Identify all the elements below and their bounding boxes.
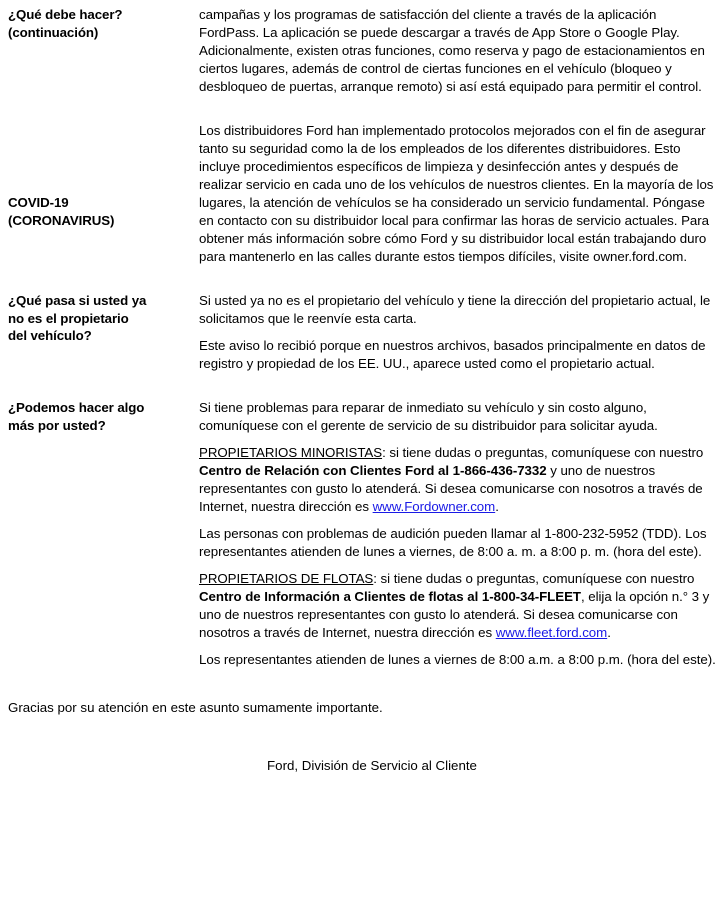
section-body bbox=[199, 399, 720, 669]
paragraph-fordpass bbox=[199, 6, 720, 96]
ford-customer-relationship-center-phone: Centro de Relación con Clientes Ford al 1-866-436-7332 bbox=[199, 463, 547, 478]
section-label-line: del vehículo? bbox=[8, 328, 92, 343]
section-row-podemos-hacer-algo-mas bbox=[8, 399, 720, 669]
text-run: . bbox=[495, 499, 499, 514]
text-run: . bbox=[607, 625, 611, 640]
spacer bbox=[9, 267, 719, 291]
section-label-cell bbox=[8, 399, 199, 669]
section-label-cell bbox=[8, 122, 199, 266]
text-run: Este aviso lo recibió porque en nuestros archivos, basados principalmente en datos de registro y propiedad de los EE. UU., aparece usted como el propietario actual. bbox=[199, 338, 706, 371]
text-run: campañas y los programas de satisfacción del cliente a través de la aplicación FordPass. La aplicación se puede descargar a través de App Store o Google Play. Adicionalmente, existen otras funciones, como reserva y pago de estacionamientos en ciertos lugares, además de control de ciertas funciones en el vehículo (bloqueo y desbloqueo de puertas, arranque remoto) si así está equipado para permitir el control. bbox=[199, 7, 705, 94]
section-label-line: ¿Podemos hacer algo bbox=[8, 400, 145, 415]
section-body-cell bbox=[199, 6, 720, 96]
section-label bbox=[8, 399, 191, 434]
paragraph-tdd-audicion bbox=[199, 525, 720, 561]
section-label-cell bbox=[8, 292, 199, 373]
section-label-line: más por usted? bbox=[8, 417, 106, 433]
text-run: : si tiene dudas o preguntas, comuníquese con nuestro bbox=[373, 571, 695, 586]
section-body bbox=[199, 6, 720, 96]
section-label-line: (CORONAVIRUS) bbox=[8, 212, 115, 228]
section-row-que-debe-hacer bbox=[8, 6, 720, 96]
section-body-cell bbox=[199, 292, 720, 373]
signature-line: Ford, División de Servicio al Cliente bbox=[267, 758, 477, 773]
section-label-cell bbox=[8, 6, 199, 96]
paragraph-propietarios-flotas bbox=[199, 570, 720, 642]
paragraph-covid bbox=[199, 122, 720, 266]
paragraph-archivos-registro bbox=[199, 337, 720, 373]
retail-owners-heading: PROPIETARIOS MINORISTAS bbox=[199, 445, 383, 460]
section-label bbox=[8, 292, 191, 345]
section-body bbox=[199, 292, 720, 373]
row-spacer bbox=[8, 266, 720, 292]
qa-table bbox=[8, 6, 720, 669]
text-run: Si usted ya no es el propietario del vehículo y tiene la dirección del propietario actual, le solicitamos que le reenvíe esta carta. bbox=[199, 293, 711, 326]
section-label-line: ¿Qué debe hacer? bbox=[8, 7, 123, 22]
row-spacer bbox=[8, 373, 720, 399]
text-run: Los distribuidores Ford han implementado protocolos mejorados con el fin de asegurar tanto su seguridad como la de los empleados de los diferentes distribuidores. Esto incluye procedimientos específicos de limpieza y desinfección antes y después de realizar servicio en cada uno de los vehículos de nuestros clientes. En la mayoría de los lugares, la atención de vehículos se ha considerado un servicio fundamental. Póngase en contacto con su distribuidor local para confirmar las horas de servicio actuales. Para obtener más información sobre cómo Ford y su distribuidor local están trabajando duro para mantenerlo en las calles durante estos tiempos difíciles, visite owner.ford.com. bbox=[199, 123, 714, 264]
section-body-cell bbox=[199, 399, 720, 669]
paragraph-gerente-servicio bbox=[199, 399, 720, 435]
text-run: , elija la opción n.° 3 y uno de nuestros representantes con gusto lo atenderá. Si desea comunicarse con nosotros a través de Internet, nuestra dirección es bbox=[199, 589, 710, 640]
text-run: Las personas con problemas de audición pueden llamar al 1-800-232-5952 (TDD). Los representantes atienden de lunes a viernes, de 8:00 a. m. a 8:00 p. m. (hora del este). bbox=[199, 526, 707, 559]
section-label-line: ¿Qué pasa si usted ya bbox=[8, 293, 147, 308]
fleet-ford-link[interactable]: www.fleet.ford.com bbox=[495, 625, 608, 640]
section-body bbox=[199, 122, 720, 266]
spacer bbox=[9, 374, 719, 398]
text-run: Los representantes atienden de lunes a viernes de 8:00 a.m. a 8:00 p.m. (hora del este). bbox=[199, 652, 716, 667]
fordowner-link[interactable]: www.Fordowner.com bbox=[372, 499, 496, 514]
qa-table-body bbox=[8, 6, 720, 669]
text-run: : si tiene dudas o preguntas, comuníquese con nuestro bbox=[382, 445, 704, 460]
section-body-cell bbox=[199, 122, 720, 266]
section-label bbox=[8, 122, 191, 229]
section-label-line: COVID-19 bbox=[8, 195, 69, 210]
spacer bbox=[9, 97, 719, 121]
section-row-ya-no-propietario bbox=[8, 292, 720, 373]
fleet-customer-information-center-phone: Centro de Información a Clientes de flotas al 1-800-34-FLEET bbox=[199, 589, 581, 604]
section-row-covid-19 bbox=[8, 122, 720, 266]
closing-spacer bbox=[8, 669, 712, 699]
text-run: y uno de nuestros representantes con gusto lo atenderá. Si desea comunicarse con nosotros a través de Internet, nuestra dirección es bbox=[199, 463, 703, 514]
paragraph-horario-representantes bbox=[199, 651, 720, 669]
section-label bbox=[8, 6, 191, 41]
paragraph-propietarios-minoristas bbox=[199, 444, 720, 516]
text-run: Si tiene problemas para reparar de inmediato su vehículo y sin costo alguno, comuníquese con el gerente de servicio de su distribuidor para solicitar ayuda. bbox=[199, 400, 658, 433]
paragraph-reenvie-carta bbox=[199, 292, 720, 328]
fleet-owners-heading: PROPIETARIOS DE FLOTAS bbox=[199, 571, 374, 586]
row-spacer bbox=[8, 96, 720, 122]
section-label-line: no es el propietario bbox=[8, 310, 129, 326]
closing-thanks: Gracias por su atención en este asunto sumamente importante. bbox=[8, 700, 383, 715]
signature-spacer bbox=[8, 717, 712, 757]
section-label-line: (continuación) bbox=[8, 24, 99, 40]
